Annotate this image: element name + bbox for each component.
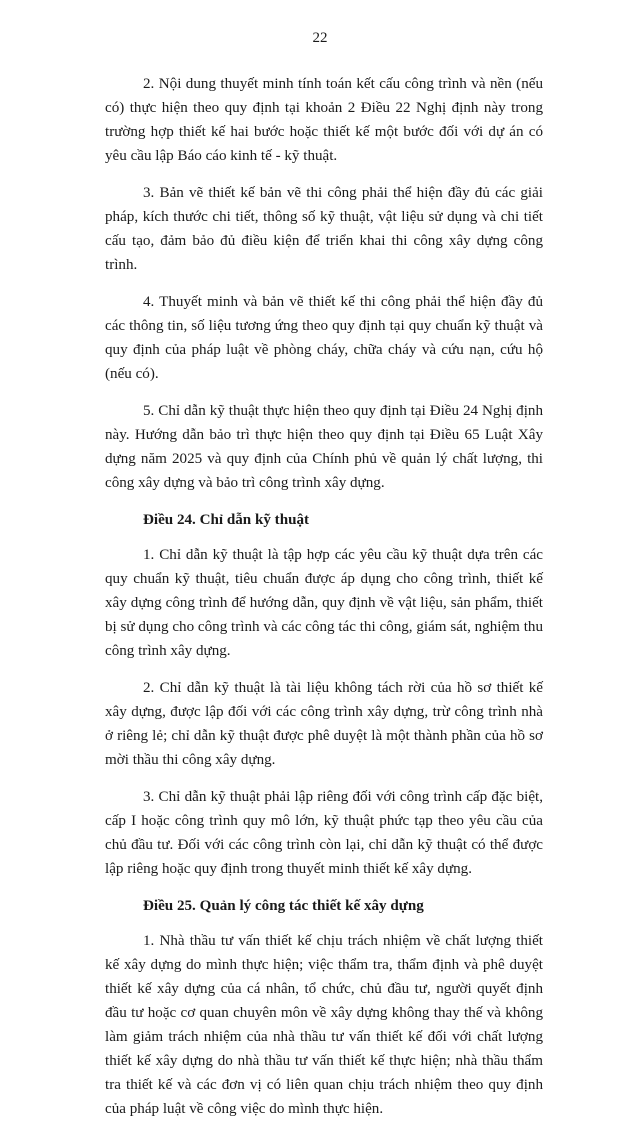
- article-25-clause-1: 1. Nhà thầu tư vấn thiết kế chịu trách nhiệm về chất lượng thiết kế xây dựng do mình thực hiện; việc thẩm tra, thẩm định và phê duyệt thiết kế xây dựng của cá nhân, tổ chức, chủ đầu tư, người quyết định đầu tư hoặc cơ quan chuyên môn về xây dựng không thay thế và không làm giảm trách nhiệm của nhà thầu tư vấn thiết kế đối với chất lượng thiết kế xây dựng do nhà thầu tư vấn thiết kế thực hiện; nhà thầu thẩm tra thiết kế và các đơn vị có liên quan chịu trách nhiệm theo quy định của pháp luật về công việc do mình thực hiện.: [105, 933, 543, 1117]
- clause-5-technical-instructions: 5. Chỉ dẫn kỹ thuật thực hiện theo quy định tại Điều 24 Nghị định này. Hướng dẫn bảo trì thực hiện theo quy định tại Điều 65 Luật Xây dựng năm 2025 và quy định của Chính phủ về quản lý chất lượng, thi công xây dựng và bảo trì công trình xây dựng.: [105, 403, 543, 491]
- document-body: [105, 72, 543, 1134]
- article-24-heading: Điều 24. Chỉ dẫn kỹ thuật: [143, 512, 310, 528]
- article-24-clause-1: 1. Chỉ dẫn kỹ thuật là tập hợp các yêu cầu kỹ thuật dựa trên các quy chuẩn kỹ thuật, tiêu chuẩn được áp dụng cho công trình, thiết kế xây dựng công trình để hướng dẫn, quy định về vật liệu, sản phẩm, thiết bị sử dụng cho công trình và các công tác thi công, giám sát, nghiệm thu công trình xây dựng.: [105, 547, 543, 659]
- article-24-clause-3: 3. Chỉ dẫn kỹ thuật phải lập riêng đối với công trình cấp đặc biệt, cấp I hoặc công trình quy mô lớn, kỹ thuật phức tạp theo yêu cầu của chủ đầu tư. Đối với các công trình còn lại, chỉ dẫn kỹ thuật có thể được lập riêng hoặc quy định trong thuyết minh thiết kế xây dựng.: [105, 789, 543, 877]
- article-24-clause-2: 2. Chỉ dẫn kỹ thuật là tài liệu không tách rời của hồ sơ thiết kế xây dựng, được lập đối với các công trình xây dựng, trừ công trình nhà ở riêng lẻ; chỉ dẫn kỹ thuật được phê duyệt là một thành phần của hồ sơ mời thầu thi công xây dựng.: [105, 680, 543, 768]
- article-25-heading: Điều 25. Quản lý công tác thiết kế xây dựng: [143, 898, 424, 914]
- clause-2-structural-calculation: 2. Nội dung thuyết minh tính toán kết cấu công trình và nền (nếu có) thực hiện theo quy định tại khoản 2 Điều 22 Nghị định này trong trường hợp thiết kế hai bước hoặc thiết kế một bước đối với dự án có yêu cầu lập Báo cáo kinh tế - kỹ thuật.: [105, 76, 543, 164]
- clause-3-construction-drawings: 3. Bản vẽ thiết kế bản vẽ thi công phải thể hiện đầy đủ các giải pháp, kích thước chi tiết, thông số kỹ thuật, vật liệu sử dụng và chi tiết cấu tạo, đảm bảo đủ điều kiện để triển khai thi công xây dựng công trình.: [105, 185, 543, 273]
- clause-4-fire-safety-information: 4. Thuyết minh và bản vẽ thiết kế thi công phải thể hiện đầy đủ các thông tin, số liệu tương ứng theo quy định tại quy chuẩn kỹ thuật và quy định của pháp luật về phòng cháy, chữa cháy và cứu nạn, cứu hộ (nếu có).: [105, 294, 543, 382]
- page-number: 22: [312, 30, 328, 46]
